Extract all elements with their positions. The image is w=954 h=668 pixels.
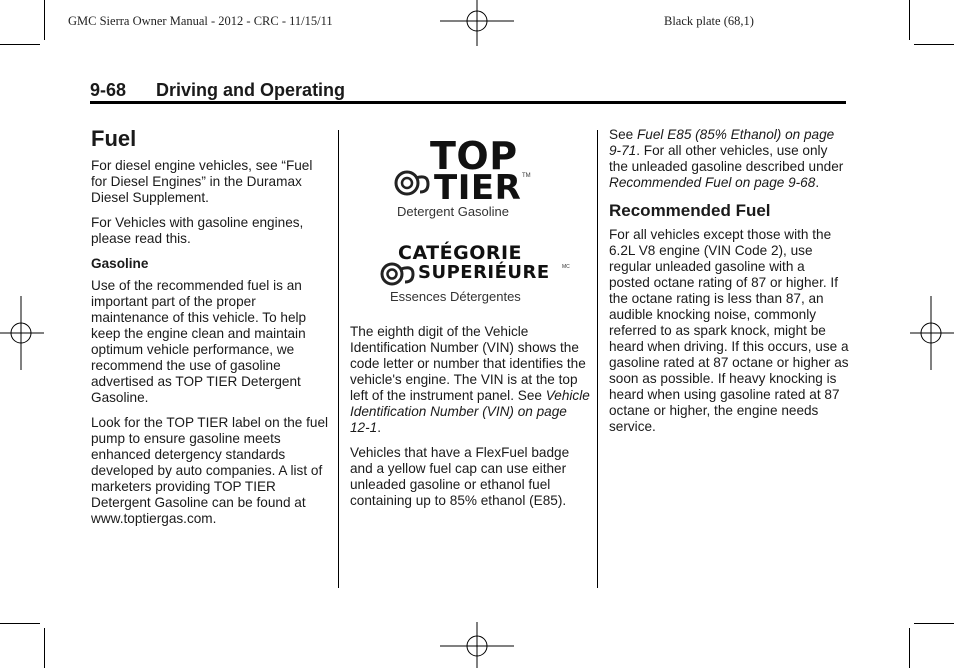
- registration-target-bottom-icon: [440, 622, 514, 668]
- crop-mark-br-h: [914, 623, 954, 624]
- see-text: See: [609, 127, 637, 142]
- header-rule: [90, 101, 846, 104]
- section-title: Driving and Operating: [156, 80, 346, 100]
- crop-mark-tr-v: [909, 0, 910, 40]
- crop-mark-bl-h: [0, 623, 40, 624]
- registration-target-left-icon: [0, 296, 44, 370]
- column-divider-2: [597, 130, 598, 588]
- logo-mc: MC: [562, 264, 570, 270]
- page-number: 9-68: [90, 80, 127, 100]
- paragraph-vin: [350, 324, 590, 436]
- heading-recommended-fuel: Recommended Fuel: [609, 201, 771, 220]
- page-title: Fuel: [91, 126, 137, 151]
- registration-target-top-icon: [440, 0, 514, 46]
- paragraph-flexfuel: Vehicles that have a FlexFuel badge and a yellow fuel cap can use either unleaded gasoline or ethanol fuel containing up to 85% ethanol (E85).: [350, 445, 570, 508]
- column-1: [91, 127, 331, 536]
- logo-tagline-en: Detergent Gasoline: [397, 204, 510, 219]
- other-vehicles-text: . For all other vehicles, use only the unleaded gasoline described under: [609, 143, 844, 174]
- logo-tier-word: TIER: [434, 168, 522, 208]
- plate-info-right: Black plate (68,1): [664, 14, 754, 28]
- crop-mark-br-v: [909, 628, 910, 668]
- logo-top-word: TOP: [430, 134, 518, 178]
- paragraph-gasoline-intro: For Vehicles with gasoline engines, please read this.: [91, 215, 304, 246]
- column-divider-1: [338, 130, 339, 588]
- top-tier-logo: [392, 134, 552, 220]
- paragraph-see-e85: [609, 127, 849, 191]
- categorie-superieure-logo: [378, 240, 578, 310]
- paragraph-octane: For all vehicles except those with the 6.2L V8 engine (VIN Code 2), use regular unleaded gasoline with a posted octane rating of 87 or higher. If the octane rating is less than 87, an audible knocking noise, commonly referred to as spark knock, might be heard when driving. If this occurs, use a gasoline rated at 87 octane or higher as soon as possible. If heavy knocking is heard when using gasoline rated at 87 octane or higher, the engine needs service.: [609, 227, 849, 434]
- column-3: [609, 127, 849, 444]
- crop-mark-tl-h: [0, 44, 40, 45]
- column-2-text: [350, 324, 590, 518]
- paragraph-recommended-use: Use of the recommended fuel is an important part of the proper maintenance of this vehicle. To help keep the engine clean and maintain optimum vehicle performance, we recommend the use of gasoline advertised as TOP TIER Detergent Gasoline.: [91, 278, 307, 405]
- swirl-icon: [394, 170, 430, 196]
- running-header: [90, 80, 345, 101]
- paragraph-diesel: For diesel engine vehicles, see “Fuel for Diesel Engines” in the Duramax Diesel Supplement.: [91, 158, 313, 205]
- vin-text: The eighth digit of the Vehicle Identification Number (VIN) shows the code letter or number that identifies the vehicle's engine. The VIN is at the top left of the instrument panel. See: [350, 324, 586, 403]
- logo-categorie-word: CATÉGORIE: [398, 242, 523, 264]
- period-text: .: [815, 175, 820, 190]
- plate-info-left: GMC Sierra Owner Manual - 2012 - CRC - 11/15/11: [68, 14, 333, 28]
- logo-tm: TM: [522, 173, 531, 179]
- logo-superieure-word: SUPERIÉURE: [418, 262, 550, 283]
- vin-text-end: .: [377, 420, 381, 435]
- subheading-gasoline: Gasoline: [91, 256, 149, 271]
- crop-mark-tl-v: [44, 0, 45, 40]
- crop-mark-bl-v: [44, 628, 45, 668]
- registration-target-right-icon: [910, 296, 954, 370]
- swirl-icon-fr: [380, 262, 416, 286]
- logo-tagline-fr: Essences Détergentes: [390, 289, 521, 304]
- recommended-fuel-reference-link[interactable]: Recommended Fuel on page 9-68: [609, 175, 816, 190]
- paragraph-top-tier-label: Look for the TOP TIER label on the fuel pump to ensure gasoline meets enhanced detergency standards developed by auto companies. A list of marketers providing TOP TIER Detergent Gasoline can be found at www.toptiergas.com.: [91, 415, 329, 526]
- e85-reference-link[interactable]: Fuel E85 (85% Ethanol) on page 9-71: [609, 127, 835, 158]
- crop-mark-tr-h: [914, 44, 954, 45]
- vin-reference-link[interactable]: Vehicle Identification Number (VIN) on page 12-1: [350, 388, 590, 435]
